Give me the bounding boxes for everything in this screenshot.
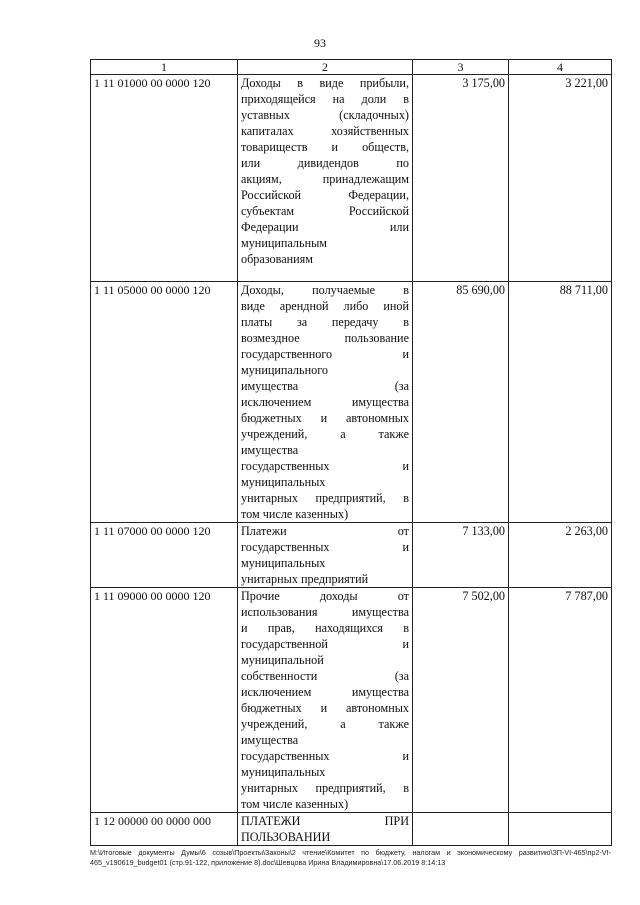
description-line: государственной и xyxy=(241,637,409,651)
description-line: унитарных предприятий xyxy=(241,572,369,586)
amount-column-3: 3 175,00 xyxy=(413,75,509,282)
description-line: бюджетных и автономных xyxy=(241,701,409,715)
amount-column-3: 7 502,00 xyxy=(413,588,509,813)
classification-code: 1 11 01000 00 0000 120 xyxy=(91,75,238,282)
amount-column-3: 7 133,00 xyxy=(413,523,509,588)
table-row xyxy=(91,75,612,282)
description-line: уставных (складочных) xyxy=(241,108,409,122)
description-line: образованиям xyxy=(241,252,314,266)
description-line: том числе казенных) xyxy=(241,507,349,521)
description-line: Доходы, получаемые в xyxy=(241,283,409,297)
description-line: муниципальным xyxy=(241,236,327,250)
description-line: ПОЛЬЗОВАНИИ xyxy=(241,830,331,844)
revenue-description xyxy=(238,813,413,846)
description-line: исключением имущества xyxy=(241,395,409,409)
description-line: товариществ и обществ, xyxy=(241,140,409,154)
budget-revenue-table xyxy=(90,59,612,846)
column-header-4: 4 xyxy=(509,60,612,75)
description-line: унитарных предприятий, в xyxy=(241,781,409,795)
description-line: собственности (за xyxy=(241,669,409,683)
description-line: государственных и xyxy=(241,459,409,473)
revenue-description xyxy=(238,75,413,282)
description-line: Прочие доходы от xyxy=(241,589,409,603)
description-line: муниципальных xyxy=(241,556,326,570)
description-line: имущества xyxy=(241,733,299,747)
description-line: платы за передачу в xyxy=(241,315,409,329)
column-header-2: 2 xyxy=(238,60,413,75)
description-line: исключением имущества xyxy=(241,685,409,699)
description-line: Платежи от xyxy=(241,524,409,538)
description-line: имущества xyxy=(241,443,299,457)
amount-column-4: 88 711,00 xyxy=(509,282,612,523)
description-line: муниципальной xyxy=(241,653,324,667)
revenue-description xyxy=(238,588,413,813)
classification-code: 1 11 09000 00 0000 120 xyxy=(91,588,238,813)
description-line: акциям, принадлежащим xyxy=(241,172,409,186)
column-header-3: 3 xyxy=(413,60,509,75)
amount-column-4: 3 221,00 xyxy=(509,75,612,282)
table-row xyxy=(91,282,612,523)
description-line: муниципальных xyxy=(241,475,326,489)
description-line: капиталах хозяйственных xyxy=(241,124,409,138)
page-number: 93 xyxy=(314,36,326,50)
description-line: имущества (за xyxy=(241,379,409,393)
description-line: унитарных предприятий, в xyxy=(241,491,409,505)
description-line: государственного и xyxy=(241,347,409,361)
amount-column-3 xyxy=(413,813,509,846)
description-line: использования имущества xyxy=(241,605,409,619)
table-row xyxy=(91,588,612,813)
column-header-1: 1 xyxy=(91,60,238,75)
classification-code: 1 12 00000 00 0000 000 xyxy=(91,813,238,846)
description-line: государственных и xyxy=(241,749,409,763)
classification-code: 1 11 05000 00 0000 120 xyxy=(91,282,238,523)
document-file-path-footer: M:\Итоговые документы Думы\6 созыв\Проекты\Законы\2 чтение\Комитет по бюджету, налогам и экономическому развитию\ЗП-VI-465\пр2-VI-465_v190619_budget01 (стр.91-122, приложение 8).doc\Шевцова Ирина Владимировна\17.06.2019 8:14:13 xyxy=(90,848,611,867)
description-line: муниципального xyxy=(241,363,328,377)
description-line: учреждений, а также xyxy=(241,717,409,731)
description-line: том числе казенных) xyxy=(241,797,349,811)
revenue-description xyxy=(238,523,413,588)
description-line: муниципальных xyxy=(241,765,326,779)
description-line: субъектам Российской xyxy=(241,204,409,218)
amount-column-4: 2 263,00 xyxy=(509,523,612,588)
description-line: учреждений, а также xyxy=(241,427,409,441)
description-line: виде арендной либо иной xyxy=(241,299,409,313)
table-row xyxy=(91,813,612,846)
description-line: бюджетных и автономных xyxy=(241,411,409,425)
description-line: приходящейся на доли в xyxy=(241,92,409,106)
classification-code: 1 11 07000 00 0000 120 xyxy=(91,523,238,588)
amount-column-4: 7 787,00 xyxy=(509,588,612,813)
amount-column-4 xyxy=(509,813,612,846)
table-header-row xyxy=(91,60,612,75)
description-line: Российской Федерации, xyxy=(241,188,409,202)
amount-column-3: 85 690,00 xyxy=(413,282,509,523)
description-line: ПЛАТЕЖИ ПРИ xyxy=(241,814,409,828)
description-line: государственных и xyxy=(241,540,409,554)
table-row xyxy=(91,523,612,588)
description-line: Доходы в виде прибыли, xyxy=(241,76,409,90)
description-line: и прав, находящихся в xyxy=(241,621,409,635)
description-line: или дивидендов по xyxy=(241,156,409,170)
description-line: Федерации или xyxy=(241,220,409,234)
description-line: возмездное пользование xyxy=(241,331,409,345)
revenue-description xyxy=(238,282,413,523)
